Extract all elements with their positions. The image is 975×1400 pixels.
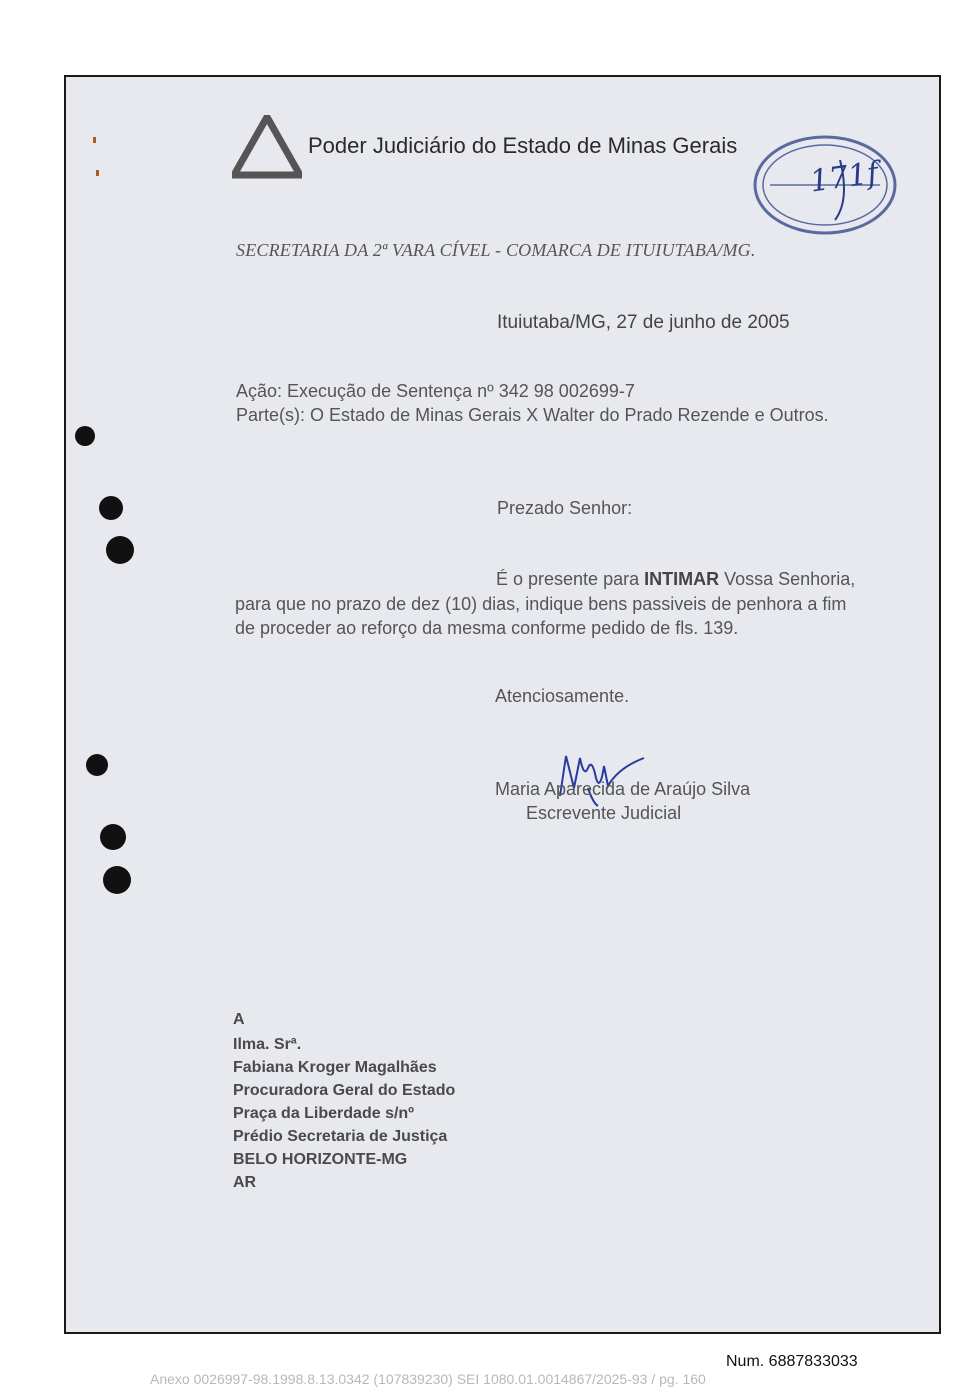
footer-metadata: Anexo 0026997-98.1998.8.13.0342 (107839230) SEI 1080.01.0014867/2025-93 / pg. 160 [150,1371,706,1387]
body-line-1 [496,569,855,590]
document-number: Num. 6887833033 [726,1353,858,1370]
punch-hole [106,536,134,564]
secretaria-heading: SECRETARIA DA 2ª VARA CÍVEL - COMARCA DE ITUIUTABA/MG. [236,240,756,260]
body-line-2: para que no prazo de dez (10) dias, indique bens passiveis de penhora a fim [235,594,847,614]
date-line: Ituiutaba/MG, 27 de junho de 2005 [497,312,790,333]
salutation: Prezado Senhor: [497,498,633,518]
header-title: Poder Judiciário do Estado de Minas Gerais [308,133,738,158]
addressee-line: Procuradora Geral do Estado [233,1082,456,1099]
addressee-line: Praça da Liberdade s/nº [233,1105,415,1122]
addressee-line: Prédio Secretaria de Justiça [233,1128,448,1145]
addressee-line: Fabiana Kroger Magalhães [233,1059,437,1076]
signer-name: Maria Aparecida de Araújo Silva [495,779,751,799]
punch-hole [86,754,108,776]
punch-hole [100,824,126,850]
addressee-line: BELO HORIZONTE-MG [233,1151,408,1168]
body-line-3: de proceder ao reforço da mesma conforme pedido de fls. 139. [235,618,739,638]
addressee-line: Ilma. Srª. [233,1036,302,1053]
addressee-line: AR [233,1174,257,1191]
punch-hole [99,496,123,520]
punch-hole [103,866,131,894]
body-text: É o presente para [496,569,645,589]
addressee-line: A [233,1011,245,1028]
stamp-number: 171f [807,155,881,200]
closing: Atenciosamente. [495,686,630,706]
judiciary-logo-icon [232,115,302,179]
body-emphasis: INTIMAR [644,569,720,589]
margin-mark [96,170,99,176]
action-line: Ação: Execução de Sentença nº 342 98 002699-7 [236,381,635,401]
parties-line: Parte(s): O Estado de Minas Gerais X Walter do Prado Rezende e Outros. [236,405,829,425]
punch-hole [75,426,95,446]
margin-mark [93,137,96,143]
body-text: Vossa Senhoria, [719,569,856,589]
signer-role: Escrevente Judicial [526,803,682,823]
